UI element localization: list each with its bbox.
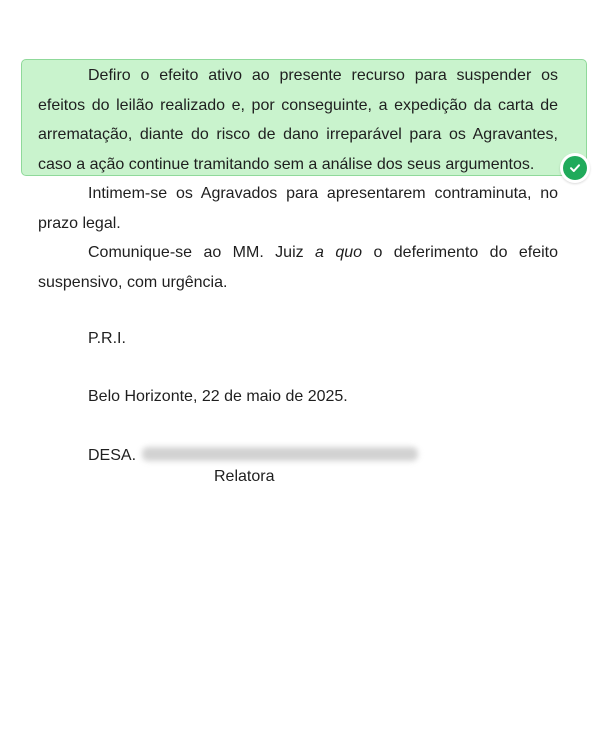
paragraph-deferimento-text: Defiro o efeito ativo ao presente recurso para suspender os efeitos do leilão realizado e, por conseguinte, a expedição da carta de arrematação, diante do risco de dano irreparável para os Agravantes, caso a ação continue tramitando sem a análise dos seus argumentos. bbox=[38, 67, 558, 173]
paragraph-deferimento bbox=[38, 61, 558, 179]
signature-line bbox=[88, 446, 418, 466]
date-line: Belo Horizonte, 22 de maio de 2025. bbox=[88, 388, 348, 405]
paragraph-intimacao bbox=[38, 179, 558, 238]
paragraph-comunicacao-text-end: o deferimento do efeito suspensivo, com urgência. bbox=[38, 244, 559, 291]
paragraph-comunicacao-italic: a quo bbox=[315, 244, 363, 261]
paragraph-comunicacao-text-start: Comunique-se ao MM. Juiz bbox=[88, 244, 316, 261]
redacted-name bbox=[142, 447, 418, 461]
verified-badge[interactable] bbox=[560, 153, 590, 183]
paragraph-intimacao-text: Intimem-se os Agravados para apresentarem contraminuta, no prazo legal. bbox=[38, 185, 558, 232]
signature-role: Relatora bbox=[214, 468, 275, 485]
checkmark-icon bbox=[563, 156, 587, 180]
paragraph-comunicacao bbox=[38, 238, 558, 297]
signature-prefix: DESA. bbox=[88, 447, 137, 464]
pri-line: P.R.I. bbox=[88, 330, 126, 347]
